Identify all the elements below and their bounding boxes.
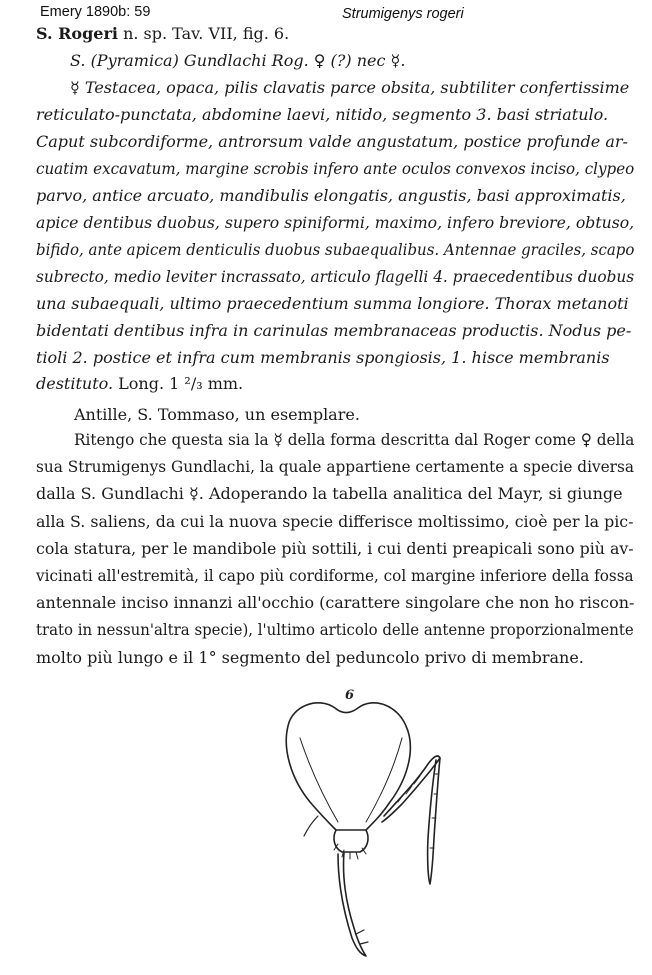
latin-line: reticulato-punctata, abdomine laevi, nitido, segmento 3. basi striatulo. xyxy=(36,105,609,124)
page-header-species: Strumigenys rogeri xyxy=(342,6,464,22)
mandible-teeth xyxy=(356,930,368,944)
latin-line: apice dentibus duobus, supero spiniformi, maximo, infero breviore, obtuso, xyxy=(36,213,635,232)
italian-line: antennale inciso innanzi all'occhio (carattere singolare che non ho riscon- xyxy=(36,593,635,613)
latin-line: tioli 2. postice et infra cum membranis spongiosis, 1. hisce membranis xyxy=(36,348,610,367)
latin-last-line xyxy=(36,374,243,394)
scrobe-line xyxy=(300,738,338,822)
latin-line: cuatim excavatum, margine scrobis infero ante oculos convexos inciso, clypeo xyxy=(36,159,635,178)
italian-line: sua Strumigenys Gundlachi, la quale appartiene certamente a specie diversa xyxy=(36,457,634,477)
latin-line: ☿ Testacea, opaca, pilis clavatis parce obsita, subtiliter confertissime xyxy=(70,78,630,97)
italian-line: cola statura, per le mandibole più sottili, i cui denti preapicali sono più av- xyxy=(36,538,634,558)
italian-line: trato in nessun'altra specie), l'ultimo articolo delle antenne proporzionalmente xyxy=(36,620,634,640)
italian-line: Ritengo che questa sia la ☿ della forma descritta dal Roger come ♀ della xyxy=(74,430,635,449)
italian-line: molto più lungo e il 1° segmento del peduncolo privo di membrane. xyxy=(36,647,584,667)
synonym-line: S. (Pyramica) Gundlachi Rog. ♀ (?) nec ☿. xyxy=(70,51,406,70)
latin-line: parvo, antice arcuato, mandibulis elongatis, angustis, basi approximatis, xyxy=(36,186,626,205)
ant-head-illustration xyxy=(270,698,470,968)
head-outline xyxy=(286,703,410,830)
left-mandible xyxy=(338,852,366,956)
species-title-rest: n. sp. Tav. VII, fig. 6. xyxy=(123,24,290,43)
latin-line: Caput subcordiforme, antrorsum valde angustatum, postice profunde ar- xyxy=(36,132,628,151)
left-antenna-base xyxy=(304,816,318,836)
species-name: S. Rogeri xyxy=(36,24,118,43)
latin-last-italic: destituto. xyxy=(36,374,114,393)
figure-number: 6 xyxy=(345,688,355,703)
locality-line: Antille, S. Tommaso, un esemplare. xyxy=(74,405,360,424)
page-header-citation: Emery 1890b: 59 xyxy=(40,4,151,20)
right-antenna-scape xyxy=(382,756,440,822)
latin-line: una subaequali, ultimo praecedentium summa longiore. Thorax metanoti xyxy=(36,294,629,313)
latin-line: bidentati dentibus infra in carinulas membranaceas productis. Nodus pe- xyxy=(36,321,632,340)
antenna-funiculus xyxy=(428,758,440,884)
italian-line: dalla S. Gundlachi ☿. Adoperando la tabella analitica del Mayr, si giunge xyxy=(36,484,623,504)
latin-line: bifido, ante apicem denticulis duobus subaequalibus. Antennae graciles, scapo xyxy=(36,240,635,259)
latin-line: subrecto, medio leviter incrassato, articulo flagelli 4. praecedentibus duobus xyxy=(36,267,635,286)
latin-last-normal: Long. 1 ²/₃ mm. xyxy=(113,374,244,393)
italian-line: vicinati all'estremità, il capo più cordiforme, col margine inferiore della fossa xyxy=(36,566,634,585)
species-title xyxy=(36,24,289,44)
italian-line: alla S. saliens, da cui la nuova specie differisce moltissimo, cioè per la pic- xyxy=(36,511,634,531)
